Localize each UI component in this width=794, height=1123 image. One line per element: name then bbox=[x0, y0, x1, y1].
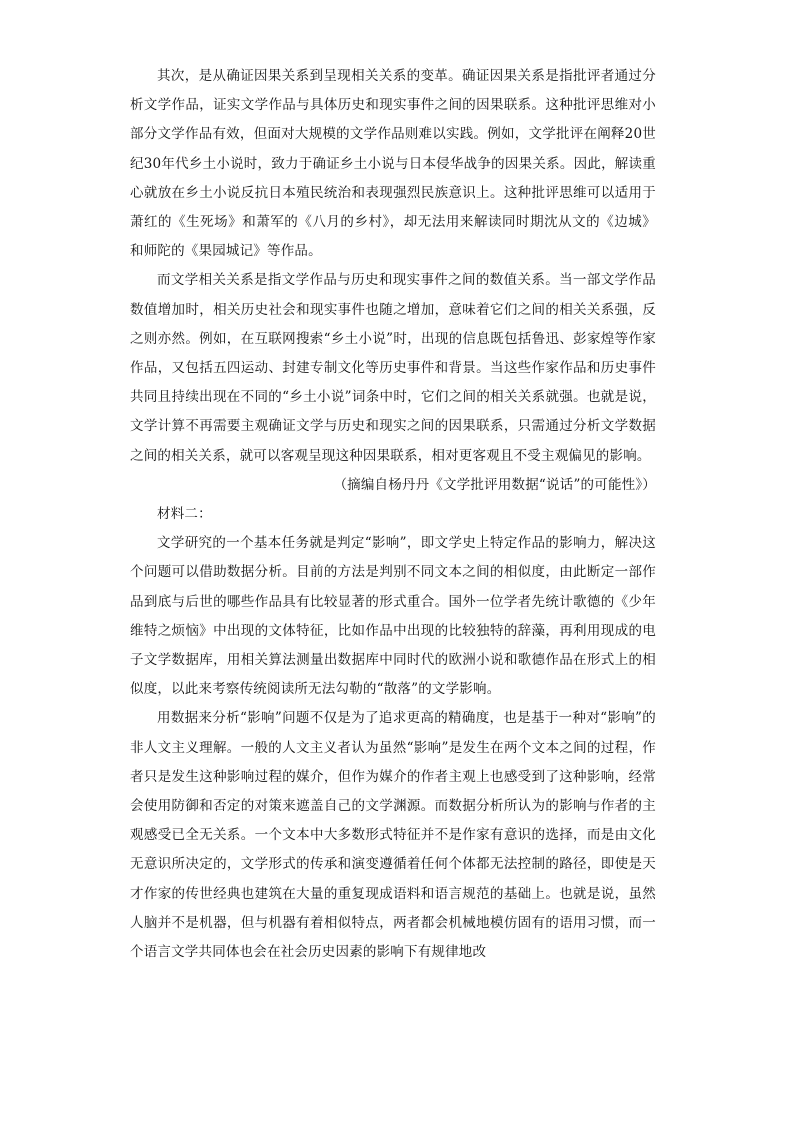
paragraph-causal-to-correlation: 其次，是从确证因果关系到呈现相关关系的变革。确证因果关系是指批评者通过分析文学作品，证实文学作品与具体历史和现实事件之间的因果联系。这种批评思维对小部分文学作品有效，但面对大规模的文学作品则难以实践。例如，文学批评在阐释20世纪30年代乡土小说时，致力于确证乡土小说与日本侵华战争的因果关系。因此，解读重心就放在乡土小说反抗日本殖民统治和表现强烈民族意识上。这种批评思维可以适用于萧红的《生死场》和萧军的《八月的乡村》，却无法用来解读同时期沈从文的《边城》和师陀的《果园城记》等作品。 bbox=[130, 68, 656, 260]
paragraph-non-humanist-influence: 用数据来分析“影响”问题不仅是为了追求更高的精确度，也是基于一种对“影响”的非人文主义理解。一般的人文主义者认为虽然“影响”是发生在两个文本之间的过程，作者只是发生这种影响过程的媒介，但作为媒介的作者主观上也感受到了这种影响，经常会使用防御和否定的对策来遮盖自己的文学渊源。而数据分析所认为的影响与作者的主观感受已全无关系。一个文本中大多数形式特征并不是作家有意识的选择，而是由文化无意识所决定的，文学形式的传承和演变遵循着任何个体都无法控制的路径，即使是天才作家的传世经典也建筑在大量的重复现成语料和语言规范的基础上。也就是说，虽然人脑并不是机器，但与机器有着相似特点，两者都会机械地模仿固有的语用习惯，而一个语言文学共同体也会在社会历史因素的影响下有规律地改 bbox=[130, 710, 656, 961]
material-two-heading: 材料二： bbox=[157, 506, 212, 523]
document-page bbox=[130, 62, 656, 967]
paragraph-correlation-definition: 而文学相关关系是指文学作品与历史和现实事件之间的数值关系。当一部文学作品数值增加时，相关历史社会和现实事件也随之增加，意味着它们之间的相关关系强，反之则亦然。例如，在互联网搜索“乡土小说”时，出现的信息既包括鲁迅、彭家煌等作家作品，又包括五四运动、封建专制文化等历史事件和背景。当这些作家作品和历史事件共同且持续出现在不同的“乡土小说”词条中时，它们之间的相关关系就强。也就是说，文学计算不再需要主观确证文学与历史和现实之间的因果联系，只需通过分析文学数据之间的相关关系，就可以客观呈现这种因果联系，相对更客观且不受主观偏见的影响。 bbox=[130, 272, 656, 464]
source-citation: （摘编自杨丹丹《文学批评用数据“说话”的可能性》） bbox=[333, 476, 656, 493]
paragraph-influence-analysis: 文学研究的一个基本任务就是判定“影响”，即文学史上特定作品的影响力，解决这个问题可以借助数据分析。目前的方法是判别不同文本之间的相似度，由此断定一部作品到底与后世的哪些作品具有比较显著的形式重合。国外一位学者先统计歌德的《少年维特之烦恼》中出现的文体特征，比如作品中出现的比较独特的辞藻，再利用现成的电子文学数据库，用相关算法测量出数据库中同时代的欧洲小说和歌德作品在形式上的相似度，以此来考察传统阅读所无法勾勒的“散落”的文学影响。 bbox=[130, 535, 656, 698]
